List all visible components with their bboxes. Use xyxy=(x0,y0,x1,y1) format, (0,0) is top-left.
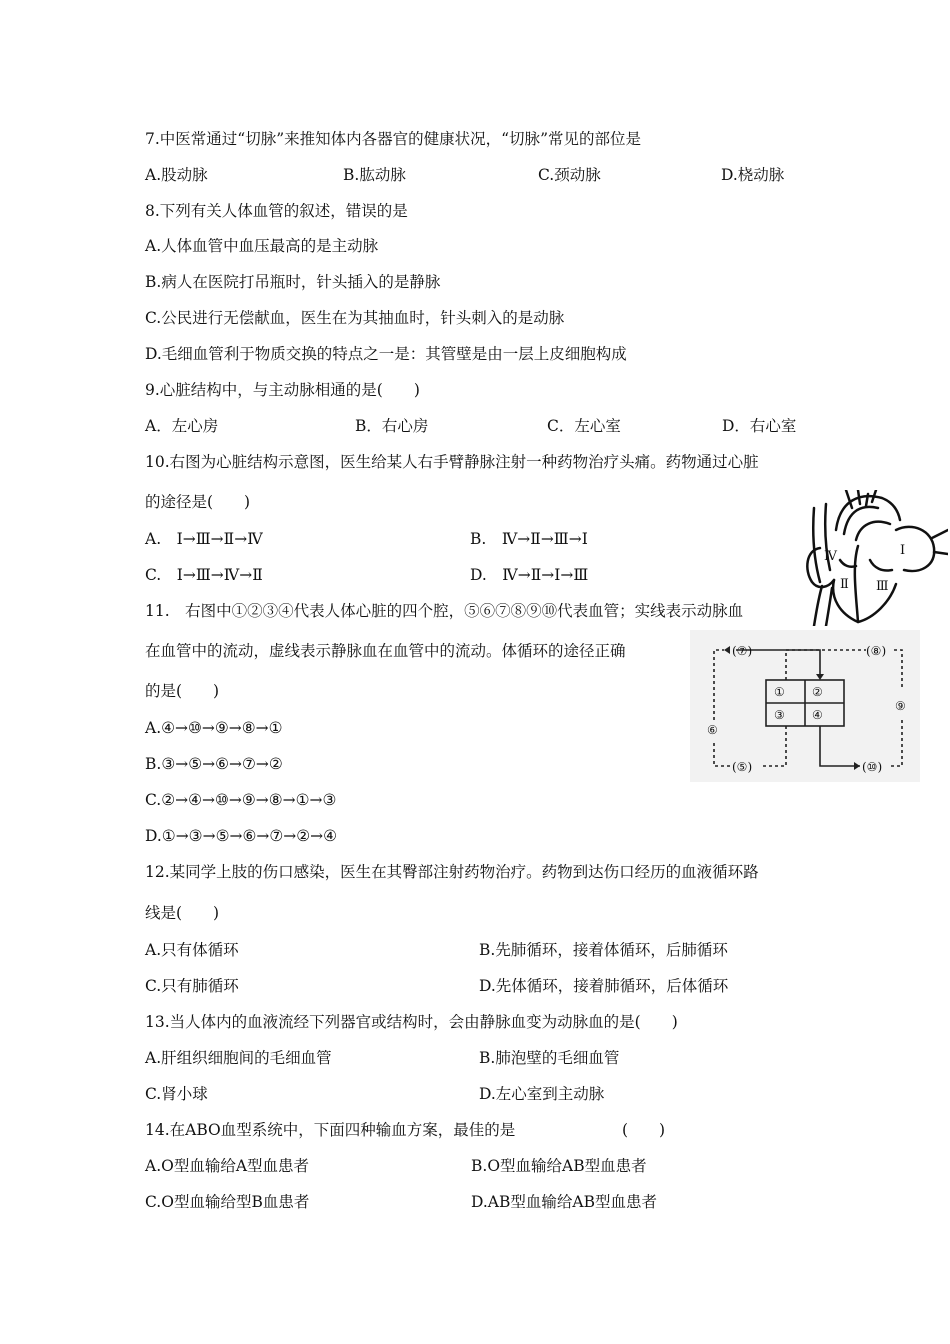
heart-label-i: Ⅰ xyxy=(900,543,906,558)
question-8-option-c[interactable]: C.公民进行无偿献血，医生在为其抽血时，针头刺入的是动脉 xyxy=(145,309,565,327)
vessel-label-8: (⑧) xyxy=(866,644,887,658)
question-10-option-c[interactable]: C. Ⅰ→Ⅲ→Ⅳ→Ⅱ xyxy=(145,566,263,584)
question-11-option-a[interactable]: A.④→⑩→⑨→⑧→① xyxy=(145,719,283,737)
question-9-option-b[interactable]: B．右心房 xyxy=(355,417,429,435)
chamber-label-1: ① xyxy=(774,685,785,699)
question-11-stem-line2: 在血管中的流动，虚线表示静脉血在血管中的流动。体循环的途径正确 xyxy=(145,642,626,660)
question-7-option-d[interactable]: D.桡动脉 xyxy=(721,166,785,184)
question-9-stem: 9.心脏结构中，与主动脉相通的是( ) xyxy=(145,381,420,399)
question-12-stem-line2: 线是( ) xyxy=(145,904,220,922)
question-14-option-d[interactable]: D.AB型血输给AB型血患者 xyxy=(471,1193,657,1211)
question-7-option-c[interactable]: C.颈动脉 xyxy=(538,166,601,184)
heart-structure-diagram xyxy=(800,490,948,626)
question-13-option-d[interactable]: D.左心室到主动脉 xyxy=(479,1085,605,1103)
vessel-label-7: (⑦) xyxy=(732,644,753,658)
question-12-option-c[interactable]: C.只有肺循环 xyxy=(145,977,239,995)
question-9-option-a[interactable]: A．左心房 xyxy=(145,417,219,435)
question-9-option-c[interactable]: C．左心室 xyxy=(547,417,621,435)
question-14-option-c[interactable]: C.O型血输给型B血患者 xyxy=(145,1193,310,1211)
vessel-label-9: ⑨ xyxy=(895,699,906,713)
question-7-option-a[interactable]: A.股动脉 xyxy=(145,166,208,184)
question-11-option-b[interactable]: B.③→⑤→⑥→⑦→② xyxy=(145,755,283,773)
question-14-answer-blank: ( ) xyxy=(622,1121,666,1139)
vessel-label-6: ⑥ xyxy=(707,723,718,737)
question-12-option-d[interactable]: D.先体循环，接着肺循环，后体循环 xyxy=(479,977,729,995)
vessel-label-5: (⑤) xyxy=(732,760,753,774)
question-11-stem-line1: 11. 右图中①②③④代表人体心脏的四个腔，⑤⑥⑦⑧⑨⑩代表血管；实线表示动脉血 xyxy=(145,602,744,620)
vessel-label-10: (⑩) xyxy=(862,760,883,774)
question-10-option-d[interactable]: D. Ⅳ→Ⅱ→Ⅰ→Ⅲ xyxy=(470,566,589,584)
question-12-option-b[interactable]: B.先肺循环，接着体循环，后肺循环 xyxy=(479,941,728,959)
question-8-option-d[interactable]: D.毛细血管利于物质交换的特点之一是：其管壁是由一层上皮细胞构成 xyxy=(145,345,627,363)
question-14-option-b[interactable]: B.O型血输给AB型血患者 xyxy=(471,1157,647,1175)
chamber-label-3: ③ xyxy=(774,708,785,722)
question-13-option-a[interactable]: A.肝组织细胞间的毛细血管 xyxy=(145,1049,332,1067)
question-10-option-a[interactable]: A. Ⅰ→Ⅲ→Ⅱ→Ⅳ xyxy=(145,530,263,548)
heart-label-iii: Ⅲ xyxy=(876,579,889,594)
question-14-option-a[interactable]: A.O型血输给A型血患者 xyxy=(145,1157,310,1175)
circulation-diagram xyxy=(690,630,920,782)
question-12-option-a[interactable]: A.只有体循环 xyxy=(145,941,239,959)
heart-label-iv: Ⅳ xyxy=(824,549,837,564)
question-8-stem: 8.下列有关人体血管的叙述，错误的是 xyxy=(145,202,408,220)
question-7-stem: 7.中医常通过“切脉”来推知体内各器官的健康状况，“切脉”常见的部位是 xyxy=(145,130,641,148)
question-11-option-d[interactable]: D.①→③→⑤→⑥→⑦→②→④ xyxy=(145,827,337,845)
chamber-label-4: ④ xyxy=(812,708,823,722)
question-12-stem-line1: 12.某同学上肢的伤口感染，医生在其臀部注射药物治疗。药物到达伤口经历的血液循环路 xyxy=(145,863,759,881)
question-10-stem-line2: 的途径是( ) xyxy=(145,493,251,511)
question-8-option-a[interactable]: A.人体血管中血压最高的是主动脉 xyxy=(145,237,379,255)
question-13-option-c[interactable]: C.肾小球 xyxy=(145,1085,208,1103)
question-8-option-b[interactable]: B.病人在医院打吊瓶时，针头插入的是静脉 xyxy=(145,273,441,291)
question-10-option-b[interactable]: B. Ⅳ→Ⅱ→Ⅲ→Ⅰ xyxy=(470,530,588,548)
question-13-stem: 13.当人体内的血液流经下列器官或结构时，会由静脉血变为动脉血的是( ) xyxy=(145,1013,678,1031)
question-10-stem-line1: 10.右图为心脏结构示意图，医生给某人右手臂静脉注射一种药物治疗头痛。药物通过心脏 xyxy=(145,453,759,471)
question-11-stem-line3: 的是( ) xyxy=(145,682,220,700)
heart-label-ii: Ⅱ xyxy=(840,577,849,592)
chamber-label-2: ② xyxy=(812,685,823,699)
question-14-stem: 14.在ABO血型系统中，下面四种输血方案，最佳的是 xyxy=(145,1121,516,1139)
question-9-option-d[interactable]: D．右心室 xyxy=(722,417,797,435)
question-11-option-c[interactable]: C.②→④→⑩→⑨→⑧→①→③ xyxy=(145,791,337,809)
question-13-option-b[interactable]: B.肺泡壁的毛细血管 xyxy=(479,1049,620,1067)
question-7-option-b[interactable]: B.肱动脉 xyxy=(343,166,406,184)
